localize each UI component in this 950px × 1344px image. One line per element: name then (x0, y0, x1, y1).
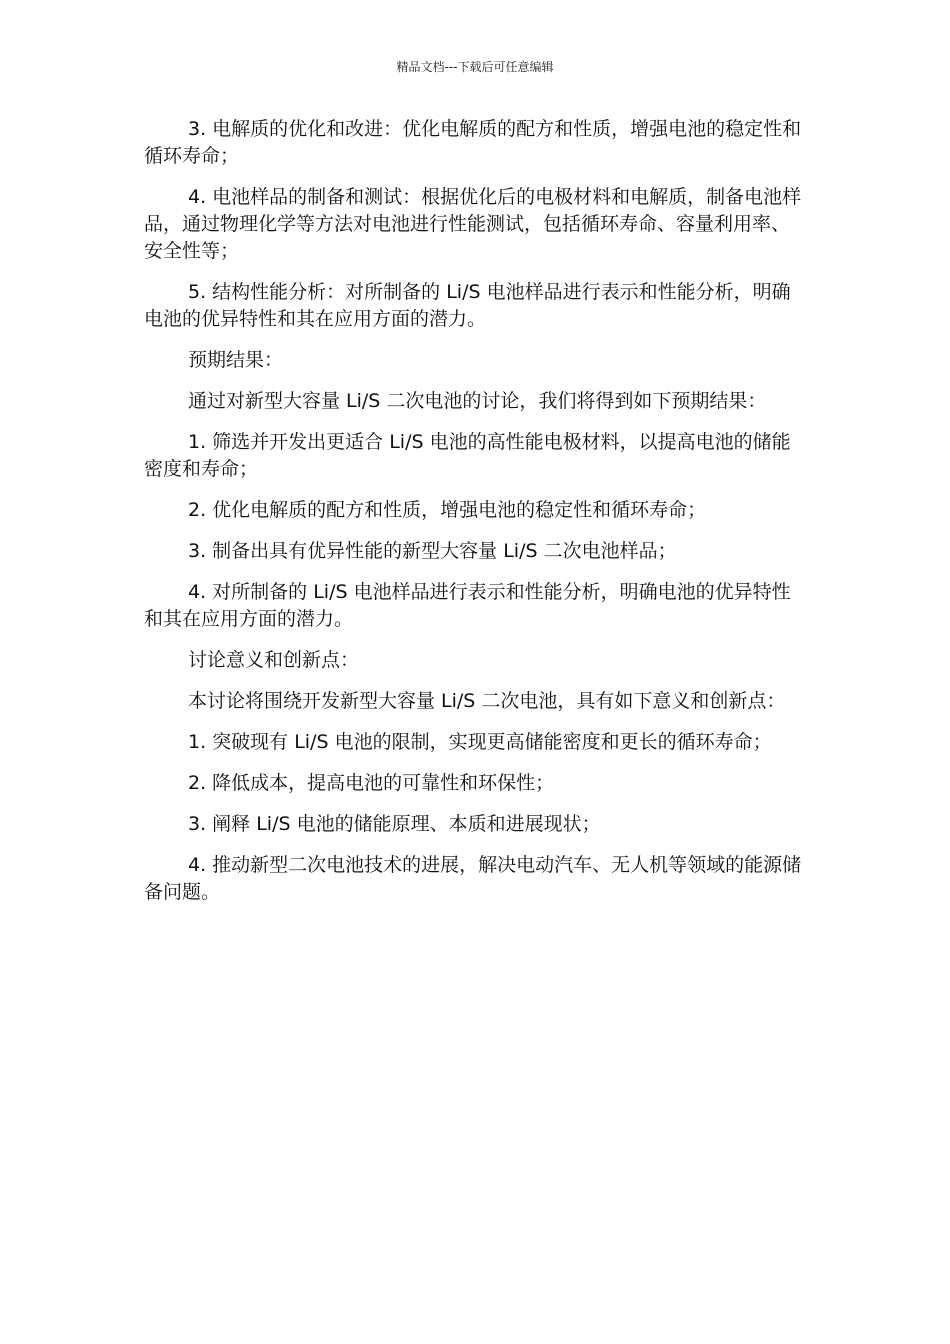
paragraph-electrolyte-optimization: 3. 电解质的优化和改进：优化电解质的配方和性质，增强电池的稳定性和循环寿命； (144, 118, 802, 167)
list-item-expected-2: 2. 优化电解质的配方和性质，增强电池的稳定性和循环寿命； (188, 499, 707, 521)
paragraph-sample-preparation: 4. 电池样品的制备和测试：根据优化后的电极材料和电解质，制备电池样品，通过物理化学等方法对电池进行性能测试，包括循环寿命、容量利用率、安全性等； (144, 186, 802, 262)
list-item-expected-4: 4. 对所制备的 Li/S 电池样品进行表示和性能分析，明确电池的优异特性和其在应用方面的潜力。 (144, 581, 791, 630)
document-body (144, 116, 806, 920)
paragraph-expected-intro: 通过对新型大容量 Li/S 二次电池的讨论，我们将得到如下预期结果： (188, 390, 767, 412)
list-item-significance-4: 4. 推动新型二次电池技术的进展，解决电动汽车、无人机等领域的能源储备问题。 (144, 854, 802, 903)
paragraph-structure-analysis: 5. 结构性能分析：对所制备的 Li/S 电池样品进行表示和性能分析，明确电池的优异特性和其在应用方面的潜力。 (144, 281, 791, 330)
section-heading-significance: 讨论意义和创新点： (188, 649, 360, 671)
list-item-significance-2: 2. 降低成本，提高电池的可靠性和环保性； (188, 772, 555, 794)
list-item-significance-1: 1. 突破现有 Li/S 电池的限制，实现更高储能密度和更长的循环寿命； (188, 731, 772, 753)
list-item-significance-3: 3. 阐释 Li/S 电池的储能原理、本质和进展现状； (188, 813, 601, 835)
page-header: 精品文档---下载后可任意编辑 (396, 60, 554, 74)
paragraph-significance-intro: 本讨论将围绕开发新型大容量 Li/S 二次电池，具有如下意义和创新点： (188, 690, 786, 712)
section-heading-expected-results: 预期结果： (188, 349, 284, 371)
list-item-expected-1: 1. 筛选并开发出更适合 Li/S 电池的高性能电极材料，以提高电池的储能密度和寿命； (144, 431, 791, 480)
list-item-expected-3: 3. 制备出具有优异性能的新型大容量 Li/S 二次电池样品； (188, 540, 677, 562)
